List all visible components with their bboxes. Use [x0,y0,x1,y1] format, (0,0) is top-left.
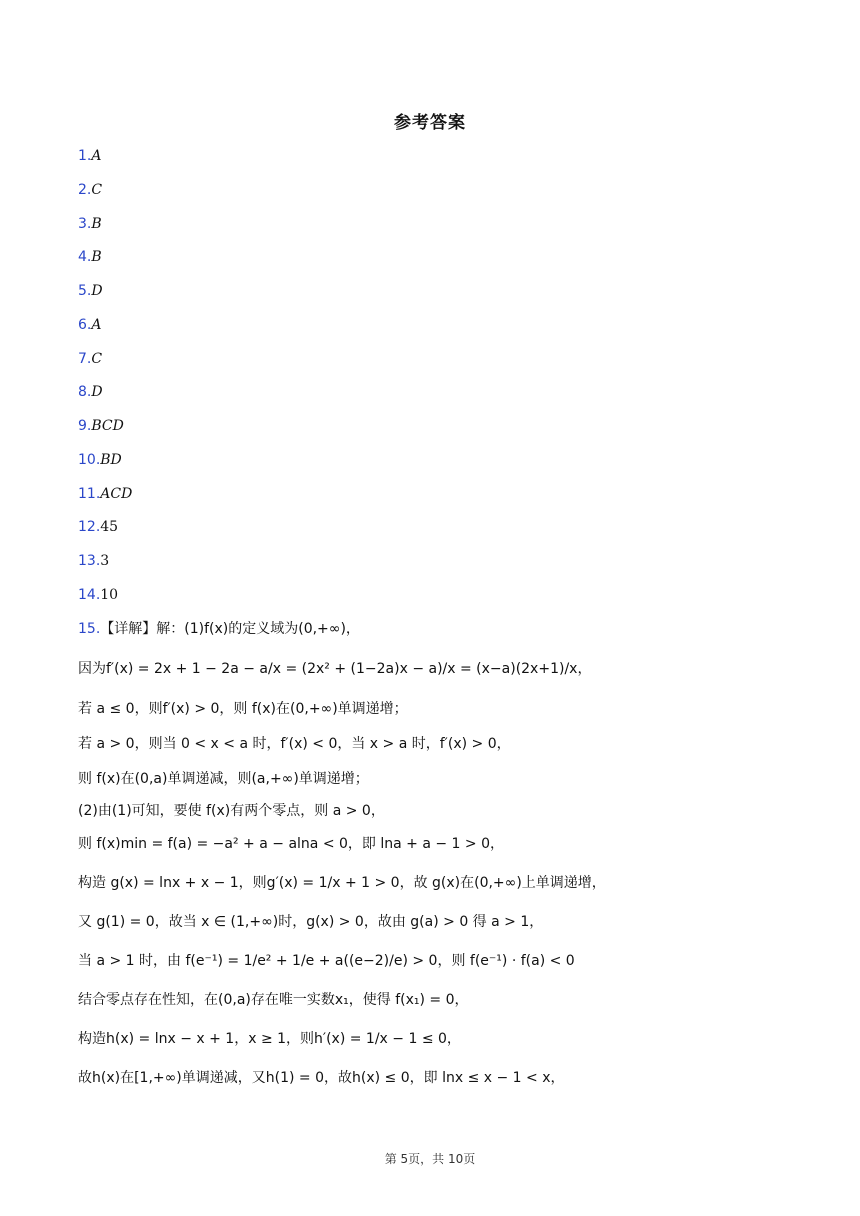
answer-value: C [91,350,103,367]
solution-line [78,768,798,790]
solution-text: 构造 g(x) = lnx + x − 1，则g′(x) = 1/x + 1 > 0，故 g(x)在(0,+∞)上单调递增， [78,875,606,891]
solution-line [78,911,798,933]
answer-item [78,382,103,402]
answer-value: A [91,148,102,164]
solution-line [78,950,798,972]
answer-number: 2. [78,181,92,198]
solution-text: 则 f(x)在(0,a)单调递减，则(a,+∞)单调递增； [78,771,369,787]
answer-value: 10 [100,586,119,603]
solution-text: 又 g(1) = 0，故当 x ∈ (1,+∞)时，g(x) > 0，故由 g(a) > 0 得 a > 1， [78,914,544,930]
answer-value: BD [100,451,122,468]
answer-value: ACD [100,485,133,502]
solution-text: 若 a > 0，则当 0 < x < a 时，f′(x) < 0，当 x > a 时，f′(x) > 0， [78,736,511,752]
answer-item [78,349,102,369]
solution-line [78,733,798,755]
solution-text: 若 a ≤ 0，则f′(x) > 0，则 f(x)在(0,+∞)单调递增； [78,701,408,717]
answer-number: 10. [78,451,101,468]
page-footer: 第 5页，共 10页 [384,1152,476,1166]
answer-number: 11. [78,485,101,502]
solution-text: 故h(x)在[1,+∞)单调递减，又h(1) = 0，故h(x) ≤ 0，即 lnx ≤ x − 1 < x， [78,1070,565,1086]
answer-value: D [91,384,103,401]
solution-text: 【详解】解：(1)f(x)的定义域为(0,+∞)， [100,621,360,637]
solution-line [78,698,798,720]
answer-number: 13. [78,553,101,569]
answer-value: BCD [91,418,124,434]
answer-item [78,450,122,470]
answer-item [78,315,101,335]
answer-number: 12. [78,519,101,536]
answer-value: B [91,249,102,266]
answer-item [78,180,102,200]
answer-number: 5. [78,283,92,299]
answer-value: C [91,181,103,198]
answer-number: 1. [78,148,92,164]
answer-value: 3 [100,553,110,569]
solution-line [78,872,798,894]
solution-line [78,618,798,640]
solution-text: 当 a > 1 时，由 f(e⁻¹) = 1/e² + 1/e + a((e−2)/e) > 0，则 f(e⁻¹) · f(a) < 0 [78,953,575,969]
answer-number: 14. [78,586,101,603]
solution-text: 则 f(x)min = f(a) = −a² + a − alna < 0，即 lna + a − 1 > 0， [78,836,504,852]
answer-number: 7. [78,350,92,367]
solution-text: 因为f′(x) = 2x + 1 − 2a − a/x = (2x² + (1−2a)x − a)/x = (x−a)(2x+1)/x， [78,661,592,677]
answer-number: 3. [78,215,92,232]
answer-number: 8. [78,384,92,401]
answer-number: 4. [78,249,92,266]
solution-line [78,1028,798,1050]
answer-item [78,551,109,571]
answer-value: B [91,215,102,232]
solution-line [78,833,798,855]
answer-item [78,214,102,234]
answer-item [78,484,132,504]
answer-item [78,585,118,605]
solution-line [78,658,798,680]
answer-item [78,146,101,166]
answer-number: 9. [78,418,92,434]
answer-value: 45 [100,519,119,536]
solution-text: 结合零点存在性知，在(0,a)存在唯一实数x₁，使得 f(x₁) = 0， [78,992,469,1008]
solution-text: 构造h(x) = lnx − x + 1，x ≥ 1，则h′(x) = 1/x − 1 ≤ 0， [78,1031,461,1047]
answer-number: 6. [78,316,92,333]
answer-item [78,416,124,436]
answer-item [78,247,102,267]
solution-line [78,1067,798,1089]
solution-line [78,800,798,822]
answer-value: A [91,316,102,333]
page-title: 参考答案 [394,113,466,133]
answer-item [78,281,103,301]
answer-value: D [91,283,103,299]
solution-line [78,989,798,1011]
question-number: 15. [78,621,101,637]
answer-item [78,517,118,537]
solution-text: (2)由(1)可知，要使 f(x)有两个零点，则 a > 0， [78,803,385,819]
